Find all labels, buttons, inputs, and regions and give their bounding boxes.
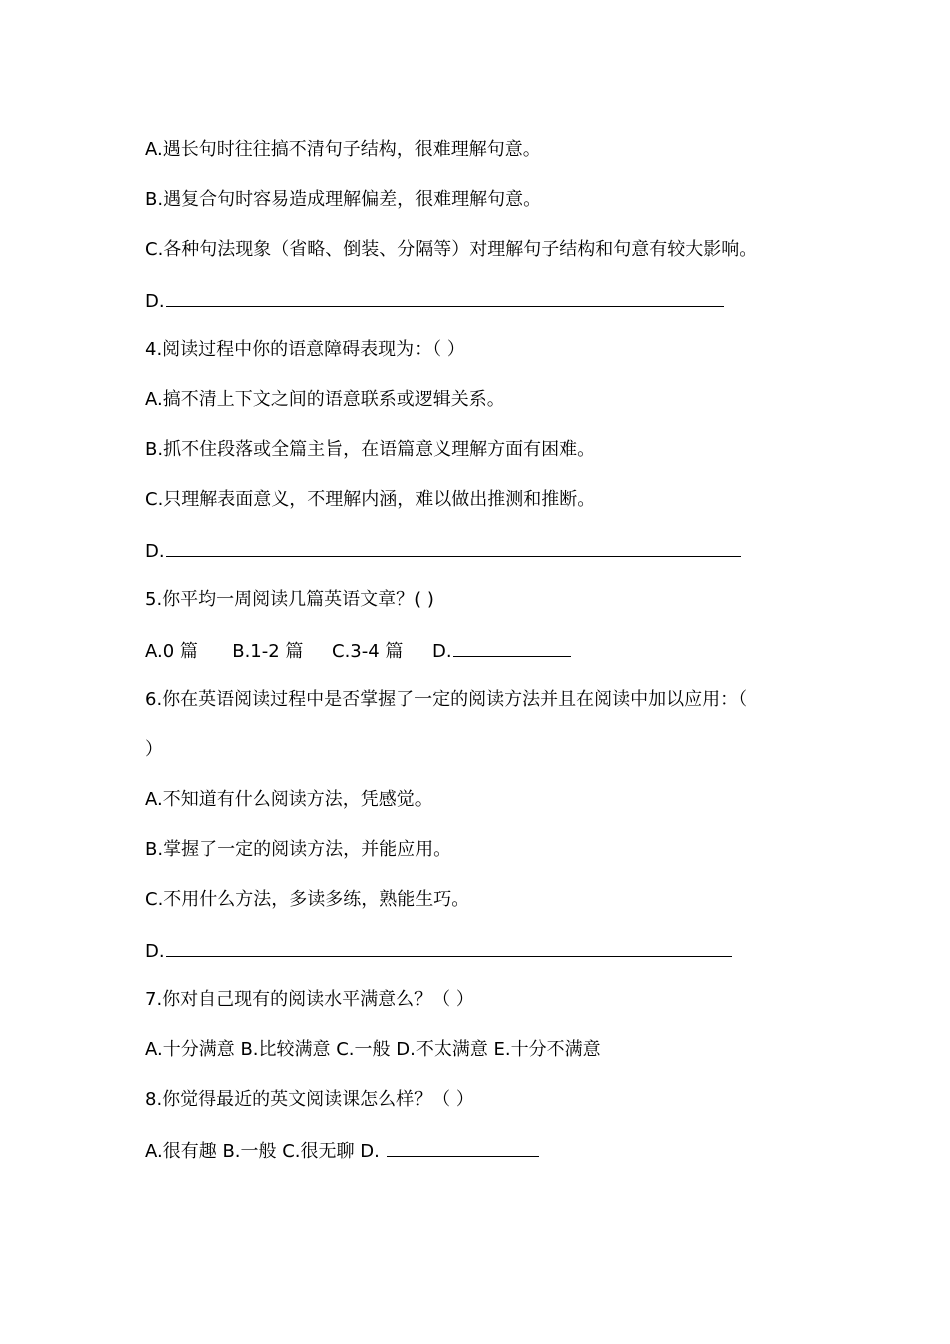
q5-question: 5.你平均一周阅读几篇英语文章？( ): [145, 589, 434, 610]
q7-question: 7.你对自己现有的阅读水平满意么？（ ）: [145, 989, 474, 1010]
q4-question: 4.阅读过程中你的语意障碍表现为：（ ）: [145, 339, 465, 360]
q4-option-d-blank[interactable]: [166, 538, 741, 557]
q4-option-a: A.搞不清上下文之间的语意联系或逻辑关系。: [145, 389, 505, 410]
q6-option-d: [145, 938, 732, 964]
q8-options: [145, 1138, 539, 1164]
q4-option-d-label: D.: [145, 541, 165, 562]
q4-option-b: B.抓不住段落或全篇主旨，在语篇意义理解方面有困难。: [145, 439, 596, 460]
q4-option-d: [145, 538, 741, 564]
q6-option-b: B.掌握了一定的阅读方法，并能应用。: [145, 839, 452, 860]
q3-option-c: C.各种句法现象（省略、倒装、分隔等）对理解句子结构和句意有较大影响。: [145, 239, 758, 260]
q5-options-text: A.0 篇 B.1-2 篇 C.3-4 篇 D.: [145, 641, 452, 662]
q8-options-text: A.很有趣 B.一般 C.很无聊 D.: [145, 1141, 386, 1162]
q3-option-d-blank[interactable]: [166, 288, 724, 307]
q3-option-b: B.遇复合句时容易造成理解偏差，很难理解句意。: [145, 189, 542, 210]
q6-option-a: A.不知道有什么阅读方法，凭感觉。: [145, 789, 433, 810]
q5-options: [145, 638, 571, 664]
q7-options: A.十分满意 B.比较满意 C.一般 D.不太满意 E.十分不满意: [145, 1039, 601, 1060]
q4-option-c: C.只理解表面意义，不理解内涵，难以做出推测和推断。: [145, 489, 596, 510]
q3-option-a: A.遇长句时往往搞不清句子结构，很难理解句意。: [145, 139, 541, 160]
q6-option-d-blank[interactable]: [166, 938, 732, 957]
q6-option-c: C.不用什么方法，多读多练，熟能生巧。: [145, 889, 470, 910]
q3-option-d-label: D.: [145, 291, 165, 312]
q6-question-cont: ）: [145, 739, 163, 760]
q5-option-d-blank[interactable]: [453, 638, 571, 657]
q6-question: 6.你在英语阅读过程中是否掌握了一定的阅读方法并且在阅读中加以应用：（: [145, 689, 748, 710]
q3-option-d: [145, 288, 724, 314]
q6-option-d-label: D.: [145, 941, 165, 962]
q8-question: 8.你觉得最近的英文阅读课怎么样？（ ）: [145, 1089, 474, 1110]
q8-option-d-blank[interactable]: [387, 1138, 539, 1157]
